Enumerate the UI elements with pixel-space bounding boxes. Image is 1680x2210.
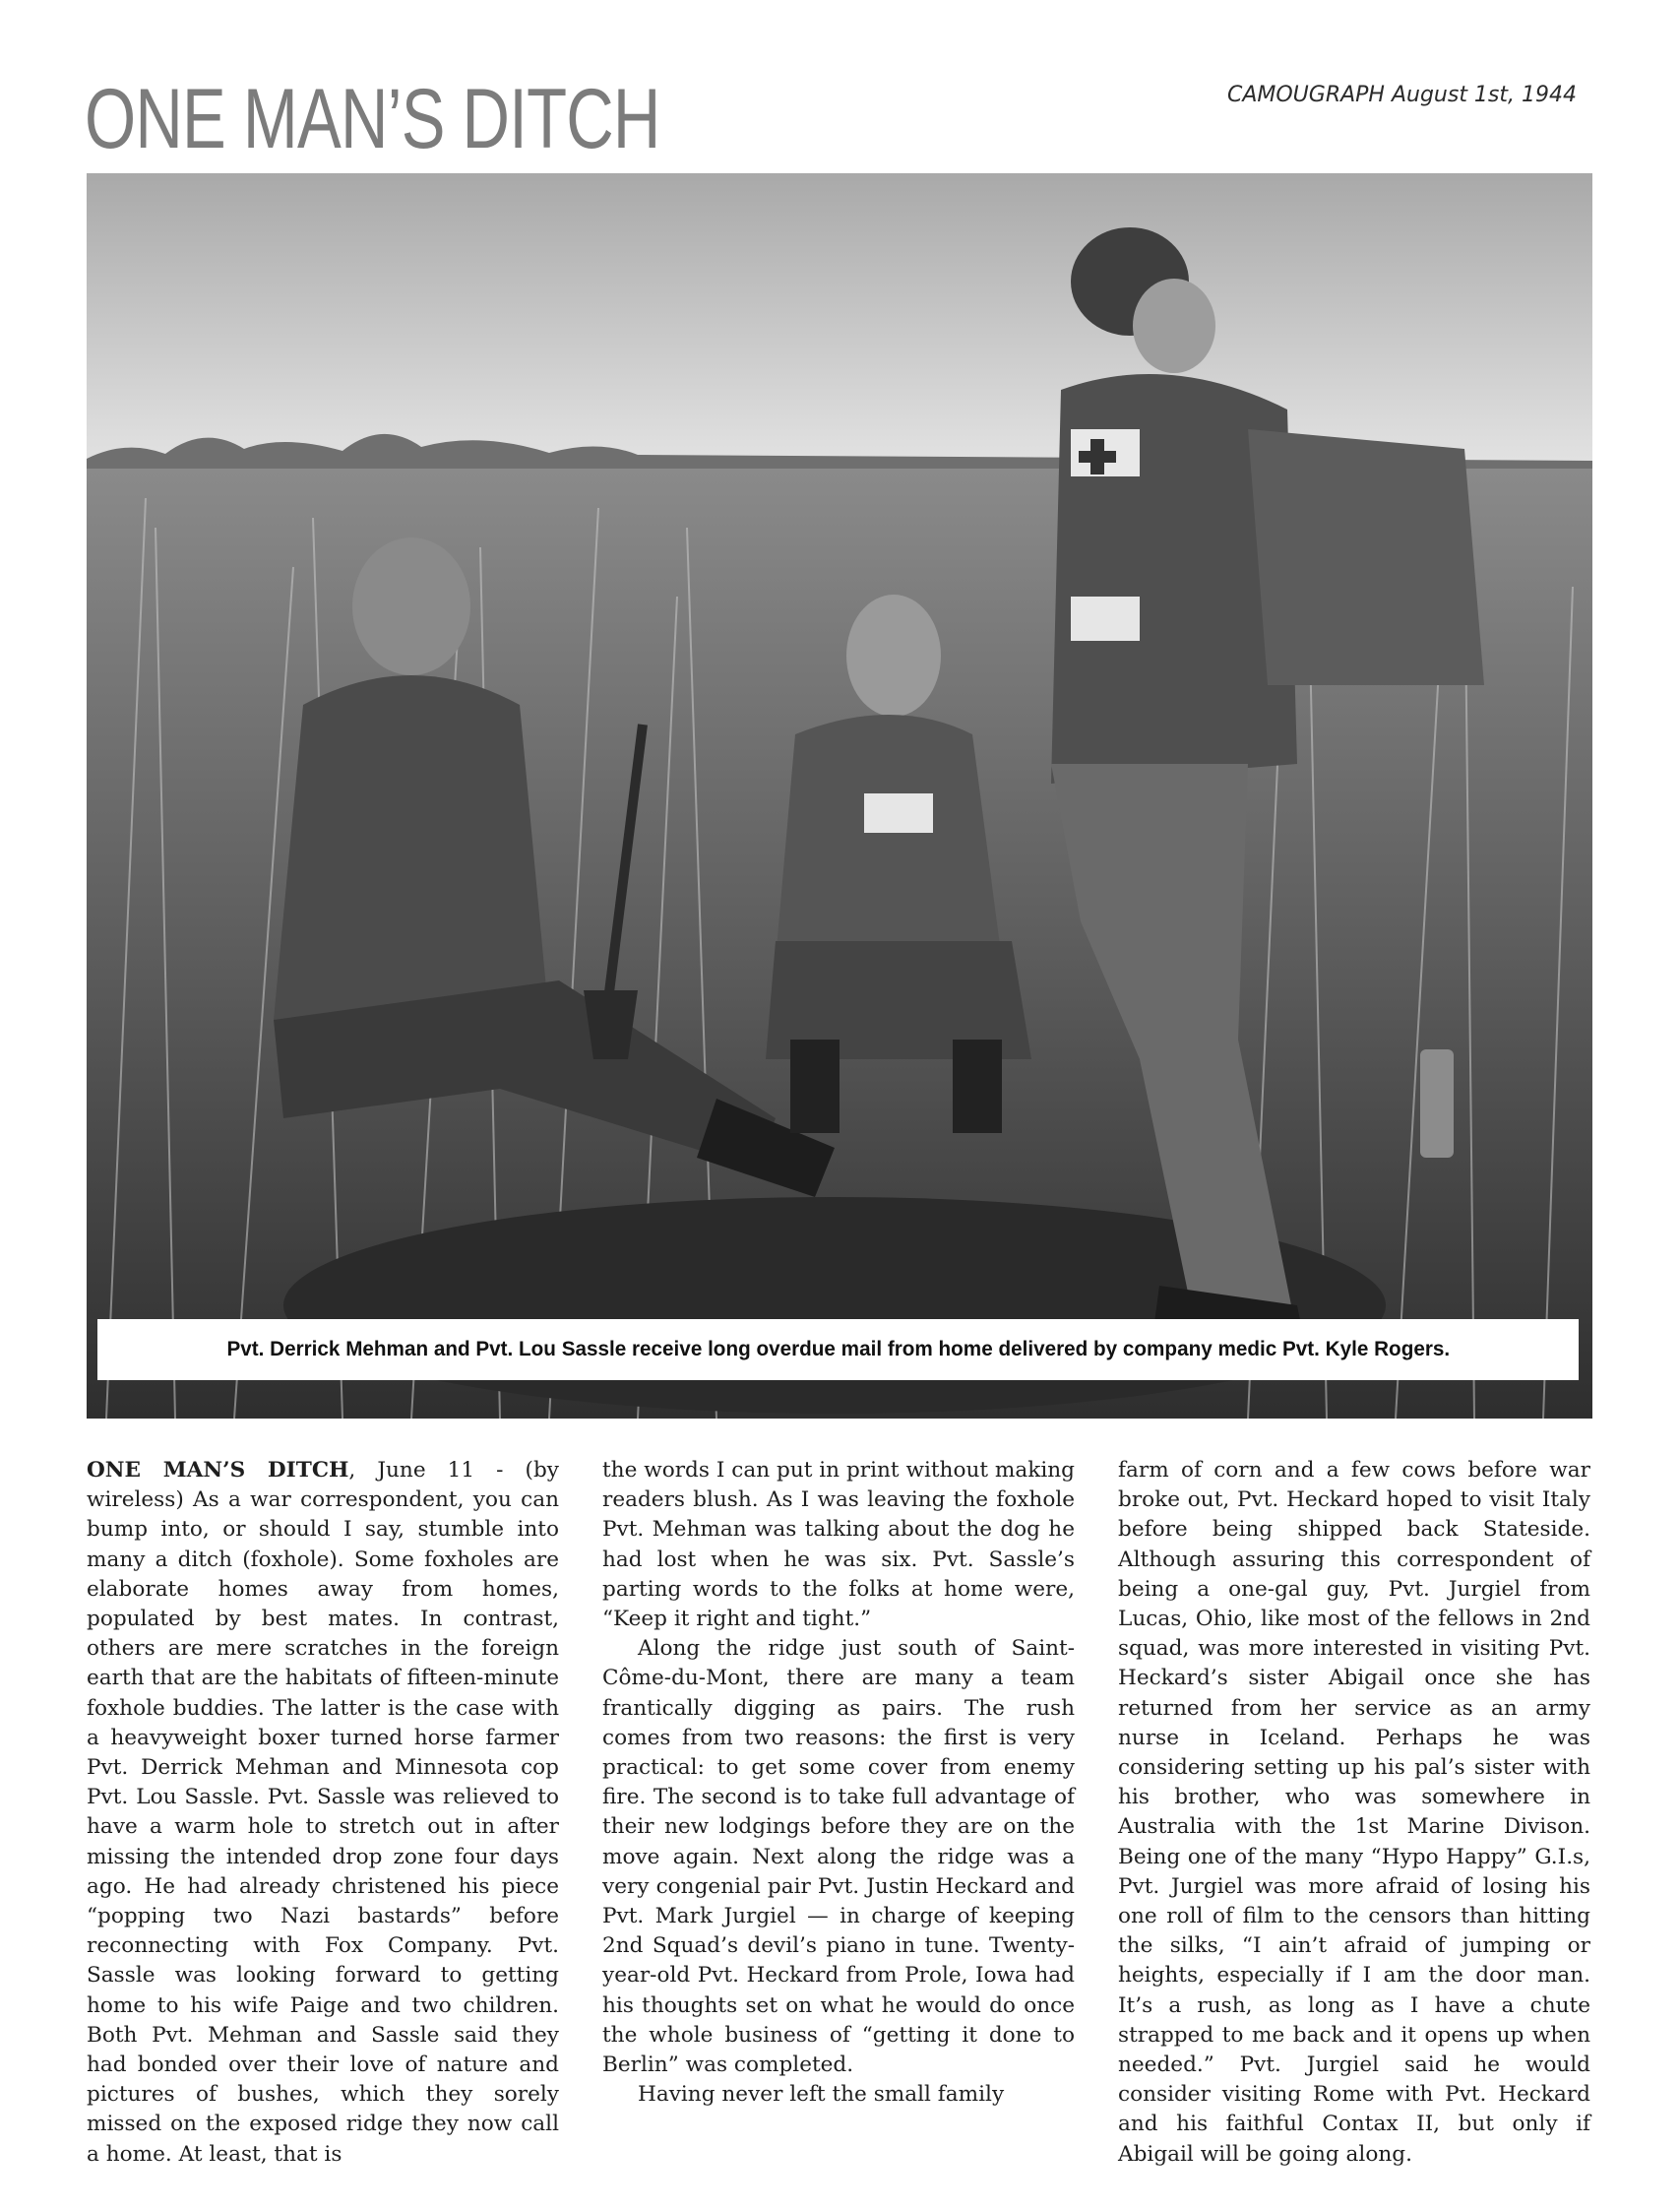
photo-caption-box bbox=[97, 1319, 1579, 1380]
article-text: , June 11 - (by wireless) As a war correspondent, you can bump into, or should I say, stumble into many a ditch (foxhole). Some foxholes are elaborate homes away from homes, populated by best mates. In contrast, others are mere scratches in the foreign earth that are the habitats of fifteen-minute foxhole buddies. The latter is the case with a heavyweight boxer turned horse farmer Pvt. Derrick Mehman and Minnesota cop Pvt. Lou Sassle. Pvt. Sassle was relieved to have a warm hole to stretch out in after missing the intended drop zone four days ago. He had already christened his piece “popping two Nazi bastards” before reconnecting with Fox Company. Pvt. Sassle was looking forward to getting home to his wife Paige and two children. Both Pvt. Mehman and Sassle said they had bonded over their love of nature and pictures of bushes, which they sorely missed on the exposed ridge they now call a home. At least, that is bbox=[87, 1458, 559, 2167]
article-column-1 bbox=[87, 1456, 559, 2170]
article-paragraph: the words I can put in print without making readers blush. As I was leaving the foxhole Pvt. Mehman was talking about the dog he had lost when he was six. Pvt. Sassle’s parting words to the folks at home were, “Keep it right and tight.” bbox=[602, 1458, 1075, 1632]
article-body bbox=[87, 1456, 1590, 2170]
masthead-dateline: CAMOUGRAPH August 1st, 1944 bbox=[1226, 83, 1577, 107]
article-paragraph: Along the ridge just south of Saint-Côme-du-Mont, there are many a team frantically digging as pairs. The rush comes from two reasons: the first is very practical: to get some cover from enemy fire. The second is to take full advantage of their new lodgings before they are on the move again. Next along the ridge was a very congenial pair Pvt. Justin Heckard and Pvt. Mark Jurgiel — in charge of keeping 2nd Squad’s devil’s piano in tune. Twenty-year-old Pvt. Heckard from Prole, Iowa had his thoughts set on what he would do once the whole business of “getting it done to Berlin” was completed. bbox=[602, 1636, 1075, 2078]
article-column-3 bbox=[1118, 1456, 1590, 2170]
article-dateline: ONE MAN’S DITCH bbox=[87, 1458, 349, 1483]
article-column-2 bbox=[602, 1456, 1075, 2170]
page-headline: ONE MAN’S DITCH bbox=[85, 72, 660, 166]
article-paragraph: farm of corn and a few cows before war broke out, Pvt. Heckard hoped to visit Italy before being shipped back Stateside. Although assuring this correspondent of being a one-gal guy, Pvt. Jurgiel from Lucas, Ohio, like most of the fellows in 2nd squad, was more interested in visiting Pvt. Heckard’s sister Abigail once she has returned from her service as an army nurse in Iceland. Perhaps he was considering setting up his pal’s sister with his brother, who was somewhere in Australia with the 1st Marine Divison. Being one of the many “Hypo Happy” G.I.s, Pvt. Jurgiel was more afraid of losing his one roll of film to the censors than hitting the silks, “I ain’t afraid of jumping or heights, especially if I am the door man. It’s a rush, as long as I have a chute strapped to me back and it opens up when needed.” Pvt. Jurgiel said he would consider visiting Rome with Pvt. Heckard and his faithful Contax II, but only if Abigail will be going along. bbox=[1118, 1458, 1590, 2167]
photo-caption: Pvt. Derrick Mehman and Pvt. Lou Sassle receive long overdue mail from home delivered by company medic Pvt. Kyle Rogers. bbox=[226, 1338, 1450, 1360]
photo-illustration bbox=[87, 173, 1592, 1419]
article-paragraph: Having never left the small family bbox=[638, 2082, 1005, 2108]
article-photo bbox=[87, 173, 1592, 1419]
article-paragraph bbox=[87, 1456, 559, 2170]
